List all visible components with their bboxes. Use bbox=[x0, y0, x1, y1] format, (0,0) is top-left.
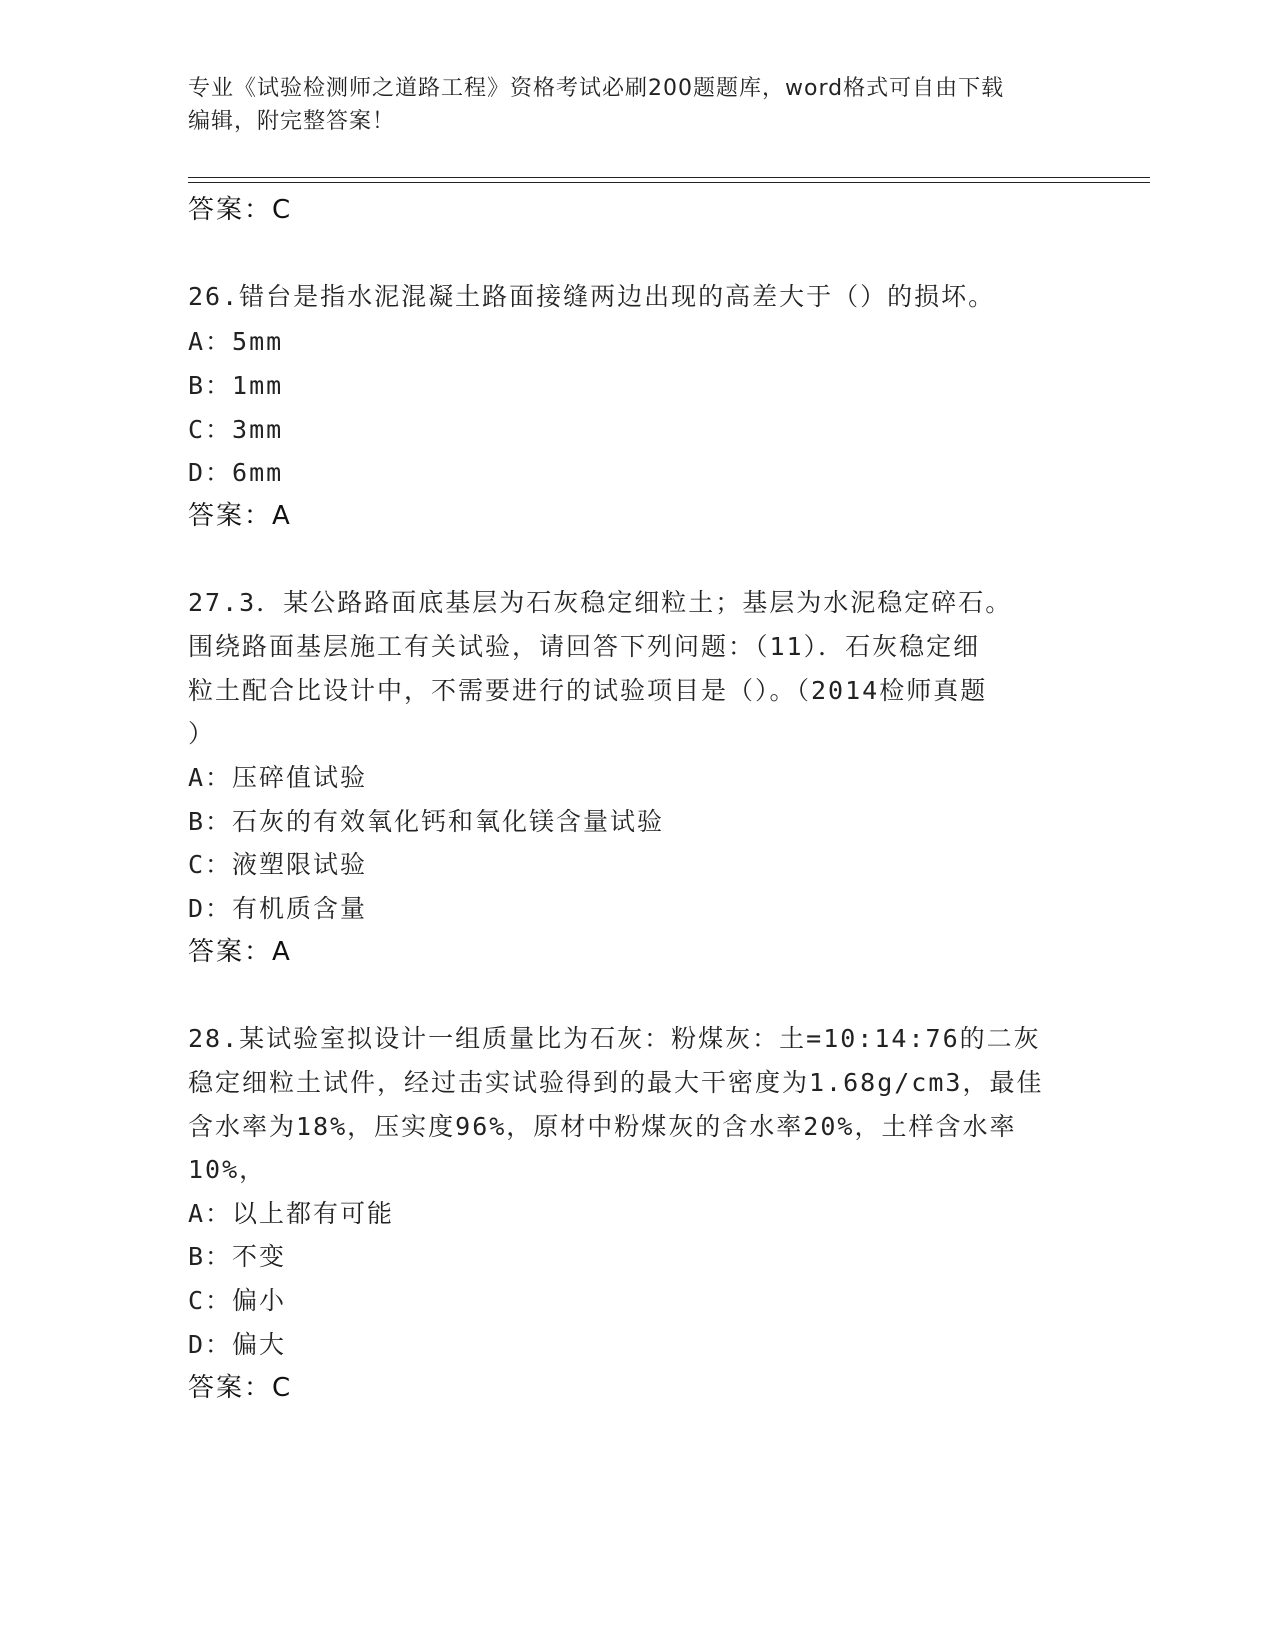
question-28-line-2: 稳定细粒土试件，经过击实试验得到的最大干密度为1.68g/cm3，最佳 bbox=[188, 1068, 1044, 1097]
question-27-line-4: ） bbox=[188, 719, 216, 748]
question-27-line-2: 围绕路面基层施工有关试验，请回答下列问题：（11）．石灰稳定细 bbox=[188, 632, 981, 661]
question-28-answer: 答案：C bbox=[188, 1373, 293, 1403]
question-27-answer: 答案：A bbox=[188, 937, 292, 967]
header-line-1: 专业《试验检测师之道路工程》资格考试必刷200题题库，word格式可自由下载 bbox=[188, 76, 1005, 101]
question-26-option-c: C：3mm bbox=[188, 415, 284, 444]
question-28-option-d: D：偏大 bbox=[188, 1330, 287, 1359]
question-28-option-b: B：不变 bbox=[188, 1242, 287, 1271]
header-line-2: 编辑，附完整答案！ bbox=[188, 109, 396, 134]
question-28-line-1: 28.某试验室拟设计一组质量比为石灰：粉煤灰：土=10:14:76的二灰 bbox=[188, 1024, 1041, 1053]
question-28-line-4: 10%， bbox=[188, 1155, 267, 1184]
question-26-answer: 答案：A bbox=[188, 501, 292, 531]
question-26-option-d: D：6mm bbox=[188, 458, 284, 487]
header-rule-top bbox=[188, 177, 1150, 178]
question-27-option-b: B：石灰的有效氧化钙和氧化镁含量试验 bbox=[188, 807, 665, 836]
question-27-option-d: D：有机质含量 bbox=[188, 894, 368, 923]
question-28-line-3: 含水率为18%，压实度96%，原材中粉煤灰的含水率20%，土样含水率 bbox=[188, 1112, 1017, 1141]
question-26-text: 26.错台是指水泥混凝土路面接缝两边出现的高差大于（）的损坏。 bbox=[188, 282, 996, 311]
question-27-option-c: C：液塑限试验 bbox=[188, 850, 368, 879]
question-27-option-a: A：压碎值试验 bbox=[188, 763, 368, 792]
document-header bbox=[188, 72, 1068, 138]
answer-previous: 答案：C bbox=[188, 195, 293, 225]
question-26-option-b: B：1mm bbox=[188, 371, 284, 400]
question-27-line-3: 粒土配合比设计中，不需要进行的试验项目是（）。（2014检师真题 bbox=[188, 676, 988, 705]
question-26-option-a: A：5mm bbox=[188, 327, 284, 356]
question-28-option-c: C：偏小 bbox=[188, 1286, 287, 1315]
header-rule-bottom bbox=[188, 182, 1150, 183]
question-28-option-a: A：以上都有可能 bbox=[188, 1199, 395, 1228]
question-27-line-1: 27.3．某公路路面底基层为石灰稳定细粒土；基层为水泥稳定碎石。 bbox=[188, 588, 1013, 617]
